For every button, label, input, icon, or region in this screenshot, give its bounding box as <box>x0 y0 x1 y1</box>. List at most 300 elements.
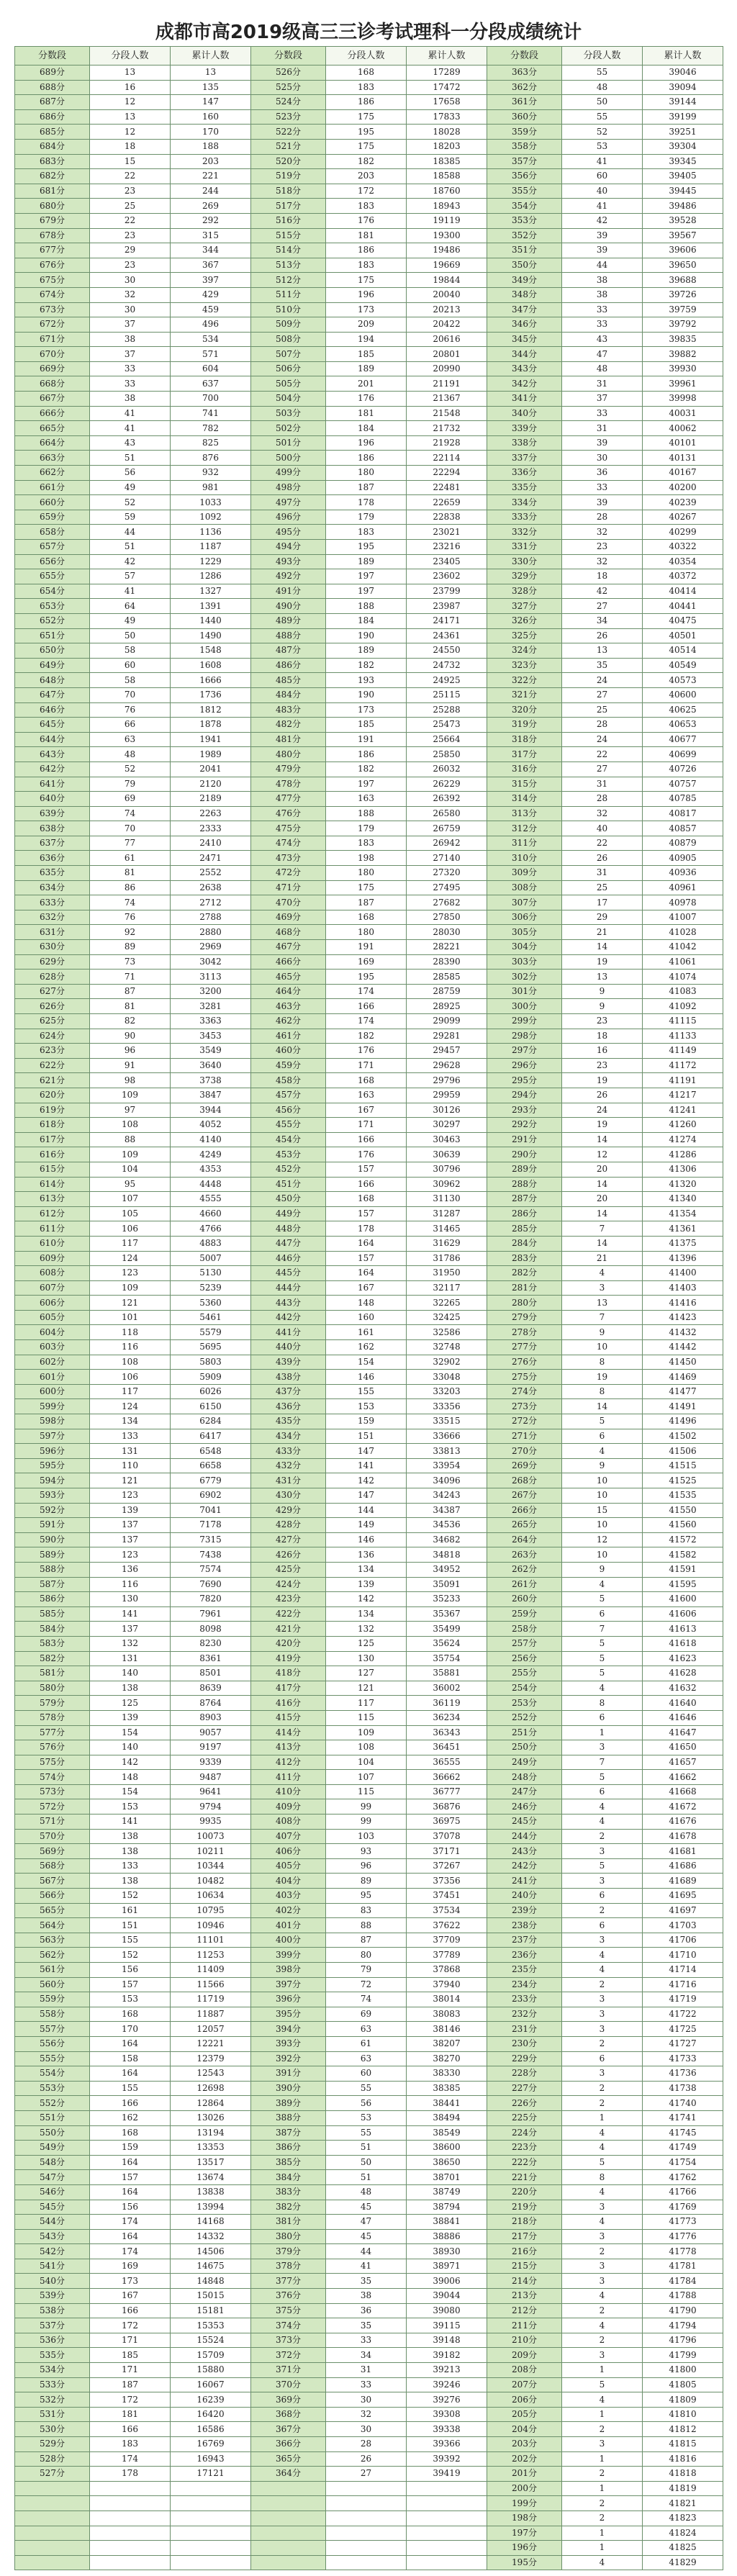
score-cell: 611分 <box>15 1221 90 1237</box>
table-row <box>15 287 723 302</box>
score-cell: 396分 <box>251 1992 326 2007</box>
cumulative-cell: 33515 <box>407 1414 487 1429</box>
count-cell: 8 <box>562 1355 643 1370</box>
count-cell: 3 <box>562 1992 643 2007</box>
count-cell: 3 <box>562 1740 643 1755</box>
count-cell: 153 <box>90 1992 171 2007</box>
score-cell: 353分 <box>487 213 562 228</box>
table-row <box>15 1651 723 1666</box>
count-cell: 48 <box>326 2184 407 2200</box>
count-cell: 157 <box>90 2170 171 2185</box>
table-row <box>15 199 723 214</box>
table-row <box>15 1444 723 1459</box>
table-row <box>15 1192 723 1207</box>
score-cell: 653分 <box>15 599 90 614</box>
score-cell: 232分 <box>487 2007 562 2022</box>
score-cell: 394分 <box>251 2022 326 2037</box>
cumulative-cell: 41681 <box>643 1844 723 1859</box>
score-cell: 418分 <box>251 1666 326 1681</box>
score-cell: 403分 <box>251 1889 326 1904</box>
cumulative-cell: 8361 <box>171 1651 251 1666</box>
score-cell: 201分 <box>487 2467 562 2482</box>
score-cell: 257分 <box>487 1636 562 1651</box>
cumulative-cell: 23987 <box>407 599 487 614</box>
table-row <box>15 154 723 169</box>
score-cell: 460分 <box>251 1044 326 1059</box>
count-cell: 50 <box>326 2155 407 2170</box>
count-cell: 152 <box>90 1889 171 1904</box>
count-cell: 159 <box>326 1414 407 1429</box>
header-score: 分数段 <box>251 47 326 65</box>
score-cell: 259分 <box>487 1606 562 1622</box>
count-cell: 197 <box>326 584 407 599</box>
cumulative-cell: 11101 <box>171 1933 251 1948</box>
count-cell: 20 <box>562 1192 643 1207</box>
count-cell: 99 <box>326 1799 407 1815</box>
count-cell: 5 <box>562 1414 643 1429</box>
score-cell: 679分 <box>15 213 90 228</box>
cumulative-cell: 18028 <box>407 125 487 140</box>
cumulative-cell: 40131 <box>643 451 723 466</box>
count-cell: 82 <box>90 1014 171 1029</box>
score-cell: 365分 <box>251 2451 326 2467</box>
cumulative-cell: 28925 <box>407 999 487 1014</box>
score-cell: 385分 <box>251 2155 326 2170</box>
count-cell: 95 <box>90 1177 171 1192</box>
cumulative-cell: 31465 <box>407 1221 487 1237</box>
table-row <box>15 954 723 970</box>
cumulative-cell: 33048 <box>407 1370 487 1385</box>
count-cell <box>90 2555 171 2570</box>
cumulative-cell: 40167 <box>643 466 723 481</box>
table-row <box>15 1266 723 1281</box>
table-row <box>15 1280 723 1296</box>
count-cell: 9 <box>562 1325 643 1340</box>
count-cell: 22 <box>90 169 171 184</box>
count-cell: 70 <box>90 821 171 836</box>
count-cell: 33 <box>562 406 643 421</box>
count-cell: 123 <box>90 1547 171 1563</box>
cumulative-cell: 39304 <box>643 139 723 154</box>
score-cell: 399分 <box>251 1948 326 1963</box>
score-cell: 402分 <box>251 1903 326 1918</box>
score-cell: 342分 <box>487 376 562 392</box>
score-cell: 634分 <box>15 880 90 895</box>
score-cell: 199分 <box>487 2496 562 2511</box>
table-row <box>15 687 723 702</box>
cumulative-cell: 25664 <box>407 732 487 747</box>
score-cell: 514分 <box>251 243 326 258</box>
cumulative-cell: 7178 <box>171 1518 251 1533</box>
score-cell: 243分 <box>487 1844 562 1859</box>
score-cell: 442分 <box>251 1310 326 1325</box>
score-cell: 481分 <box>251 732 326 747</box>
score-cell: 476分 <box>251 806 326 821</box>
score-cell: 411分 <box>251 1770 326 1785</box>
score-cell: 586分 <box>15 1592 90 1607</box>
count-cell: 79 <box>326 1963 407 1978</box>
cumulative-cell: 41823 <box>643 2511 723 2526</box>
cumulative-cell: 2263 <box>171 806 251 821</box>
score-cell: 487分 <box>251 643 326 659</box>
cumulative-cell: 41375 <box>643 1236 723 1251</box>
count-cell: 96 <box>326 1858 407 1874</box>
score-cell: 223分 <box>487 2141 562 2156</box>
count-cell: 12 <box>90 125 171 140</box>
score-cell: 553分 <box>15 2081 90 2096</box>
score-cell: 233分 <box>487 1992 562 2007</box>
cumulative-cell: 2552 <box>171 866 251 881</box>
score-cell: 578分 <box>15 1710 90 1725</box>
cumulative-cell: 18588 <box>407 169 487 184</box>
count-cell: 4 <box>562 1266 643 1281</box>
cumulative-cell: 41083 <box>643 984 723 999</box>
cumulative-cell: 36234 <box>407 1710 487 1725</box>
cumulative-cell: 13838 <box>171 2184 251 2200</box>
score-cell: 447分 <box>251 1236 326 1251</box>
cumulative-cell: 29457 <box>407 1044 487 1059</box>
table-row <box>15 1458 723 1473</box>
score-cell: 426分 <box>251 1547 326 1563</box>
cumulative-cell: 41241 <box>643 1103 723 1118</box>
cumulative-cell: 41535 <box>643 1488 723 1504</box>
score-cell: 390分 <box>251 2081 326 2096</box>
count-cell: 185 <box>326 347 407 362</box>
cumulative-cell: 31287 <box>407 1206 487 1221</box>
cumulative-cell: 28759 <box>407 984 487 999</box>
count-cell: 76 <box>90 910 171 925</box>
score-cell: 635分 <box>15 866 90 881</box>
cumulative-cell: 23799 <box>407 584 487 599</box>
score-cell: 264分 <box>487 1532 562 1547</box>
score-cell: 667分 <box>15 392 90 407</box>
cumulative-cell: 41736 <box>643 2066 723 2082</box>
score-cell: 345分 <box>487 332 562 347</box>
cumulative-cell: 1941 <box>171 732 251 747</box>
score-cell: 575分 <box>15 1755 90 1770</box>
cumulative-cell: 26392 <box>407 792 487 807</box>
count-cell: 161 <box>326 1325 407 1340</box>
count-cell: 132 <box>326 1622 407 1637</box>
score-cell: 253分 <box>487 1696 562 1711</box>
cumulative-cell: 5803 <box>171 1355 251 1370</box>
score-cell: 265分 <box>487 1518 562 1533</box>
count-cell: 187 <box>326 895 407 910</box>
score-cell: 398分 <box>251 1963 326 1978</box>
cumulative-cell: 21732 <box>407 421 487 436</box>
cumulative-cell <box>407 2481 487 2496</box>
table-row <box>15 1815 723 1830</box>
table-row <box>15 451 723 466</box>
cumulative-cell: 39080 <box>407 2303 487 2318</box>
count-cell: 5 <box>562 1666 643 1681</box>
count-cell: 1 <box>562 2110 643 2125</box>
cumulative-cell: 6284 <box>171 1414 251 1429</box>
count-cell: 133 <box>90 1858 171 1874</box>
score-cell: 576分 <box>15 1740 90 1755</box>
cumulative-cell: 41600 <box>643 1592 723 1607</box>
count-cell: 105 <box>90 1206 171 1221</box>
cumulative-cell: 40414 <box>643 584 723 599</box>
score-cell: 208分 <box>487 2363 562 2378</box>
cumulative-cell: 39650 <box>643 258 723 273</box>
table-row <box>15 1948 723 1963</box>
score-cell: 597分 <box>15 1429 90 1444</box>
cumulative-cell: 1187 <box>171 540 251 555</box>
table-row <box>15 2377 723 2392</box>
cumulative-cell: 18385 <box>407 154 487 169</box>
table-row <box>15 2392 723 2408</box>
cumulative-cell: 8903 <box>171 1710 251 1725</box>
score-cell: 670分 <box>15 347 90 362</box>
count-cell <box>326 2481 407 2496</box>
score-cell: 628分 <box>15 970 90 985</box>
cumulative-cell: 36119 <box>407 1696 487 1711</box>
count-cell: 27 <box>562 599 643 614</box>
count-cell: 4 <box>562 1799 643 1815</box>
count-cell: 1 <box>562 2451 643 2467</box>
count-cell: 4 <box>562 1577 643 1592</box>
table-row <box>15 1592 723 1607</box>
table-row <box>15 1044 723 1059</box>
cumulative-cell: 4448 <box>171 1177 251 1192</box>
count-cell: 183 <box>326 836 407 851</box>
cumulative-cell: 2712 <box>171 895 251 910</box>
cumulative-cell: 41469 <box>643 1370 723 1385</box>
score-cell: 509分 <box>251 317 326 333</box>
count-cell: 33 <box>326 2333 407 2348</box>
score-cell: 198分 <box>487 2511 562 2526</box>
count-cell: 89 <box>326 1874 407 1889</box>
count-cell: 176 <box>326 1147 407 1162</box>
score-cell: 639分 <box>15 806 90 821</box>
cumulative-cell: 41776 <box>643 2229 723 2244</box>
count-cell: 30 <box>562 451 643 466</box>
cumulative-cell: 1608 <box>171 658 251 673</box>
cumulative-cell: 39213 <box>407 2363 487 2378</box>
cumulative-cell: 36002 <box>407 1681 487 1696</box>
score-cell: 267分 <box>487 1488 562 1504</box>
score-cell: 263分 <box>487 1547 562 1563</box>
table-row <box>15 2066 723 2082</box>
score-cell: 678分 <box>15 228 90 243</box>
score-cell: 348分 <box>487 287 562 302</box>
count-cell: 196 <box>326 287 407 302</box>
score-cell: 665分 <box>15 421 90 436</box>
cumulative-cell: 41092 <box>643 999 723 1014</box>
count-cell: 163 <box>326 1088 407 1103</box>
table-row <box>15 747 723 762</box>
count-cell: 3 <box>562 2348 643 2363</box>
cumulative-cell <box>171 2541 251 2556</box>
count-cell: 45 <box>326 2200 407 2215</box>
score-cell: 641分 <box>15 777 90 792</box>
cumulative-cell: 41662 <box>643 1770 723 1785</box>
count-cell: 136 <box>326 1547 407 1563</box>
score-cell: 445分 <box>251 1266 326 1281</box>
count-cell: 41 <box>90 584 171 599</box>
count-cell: 34 <box>326 2348 407 2363</box>
count-cell: 10 <box>562 1518 643 1533</box>
score-cell: 682分 <box>15 169 90 184</box>
cumulative-cell: 38014 <box>407 1992 487 2007</box>
score-cell: 260分 <box>487 1592 562 1607</box>
count-cell: 33 <box>90 361 171 376</box>
score-cell: 659分 <box>15 510 90 525</box>
cumulative-cell: 41657 <box>643 1755 723 1770</box>
score-cell: 541分 <box>15 2259 90 2274</box>
count-cell: 130 <box>326 1651 407 1666</box>
count-cell: 10 <box>562 1340 643 1355</box>
count-cell: 87 <box>90 984 171 999</box>
cumulative-cell: 41824 <box>643 2526 723 2541</box>
score-cell: 221分 <box>487 2170 562 2185</box>
count-cell: 152 <box>90 1948 171 1963</box>
cumulative-cell: 39419 <box>407 2467 487 2482</box>
count-cell: 2 <box>562 2496 643 2511</box>
cumulative-cell <box>171 2481 251 2496</box>
cumulative-cell: 19300 <box>407 228 487 243</box>
cumulative-cell: 269 <box>171 199 251 214</box>
score-cell: 486分 <box>251 658 326 673</box>
cumulative-cell: 40267 <box>643 510 723 525</box>
count-cell: 1 <box>562 2481 643 2496</box>
cumulative-cell: 39148 <box>407 2333 487 2348</box>
count-cell: 32 <box>562 554 643 569</box>
cumulative-cell <box>171 2511 251 2526</box>
cumulative-cell: 41515 <box>643 1458 723 1473</box>
count-cell: 9 <box>562 999 643 1014</box>
table-row <box>15 1903 723 1918</box>
cumulative-cell: 10344 <box>171 1858 251 1874</box>
count-cell: 183 <box>90 2437 171 2452</box>
count-cell: 15 <box>562 1503 643 1518</box>
score-cell <box>251 2481 326 2496</box>
score-cell: 266分 <box>487 1503 562 1518</box>
count-cell: 33 <box>90 376 171 392</box>
table-row <box>15 1977 723 1992</box>
score-cell: 671分 <box>15 332 90 347</box>
score-cell: 640分 <box>15 792 90 807</box>
score-cell: 565分 <box>15 1903 90 1918</box>
cumulative-cell <box>171 2496 251 2511</box>
score-cell: 681分 <box>15 184 90 199</box>
score-cell: 363分 <box>487 65 562 81</box>
score-cell: 542分 <box>15 2244 90 2259</box>
score-cell: 493分 <box>251 554 326 569</box>
count-cell: 109 <box>90 1088 171 1103</box>
count-cell: 164 <box>90 2066 171 2082</box>
score-cell: 286分 <box>487 1206 562 1221</box>
cumulative-cell: 41703 <box>643 1918 723 1933</box>
table-row <box>15 2125 723 2141</box>
score-cell: 401分 <box>251 1918 326 1933</box>
table-row <box>15 925 723 940</box>
table-row <box>15 1221 723 1237</box>
score-cell: 300分 <box>487 999 562 1014</box>
cumulative-cell: 26229 <box>407 777 487 792</box>
score-cell: 277分 <box>487 1340 562 1355</box>
count-cell: 3 <box>562 2229 643 2244</box>
table-row <box>15 1370 723 1385</box>
count-cell: 14 <box>562 1177 643 1192</box>
score-cell: 350分 <box>487 258 562 273</box>
count-cell: 164 <box>326 1266 407 1281</box>
score-cell: 210分 <box>487 2333 562 2348</box>
count-cell: 175 <box>326 273 407 288</box>
count-cell: 43 <box>562 332 643 347</box>
score-cell: 482分 <box>251 718 326 733</box>
count-cell: 107 <box>90 1192 171 1207</box>
score-cell: 451分 <box>251 1177 326 1192</box>
score-cell: 373分 <box>251 2333 326 2348</box>
count-cell: 26 <box>562 1088 643 1103</box>
count-cell: 42 <box>562 584 643 599</box>
score-cell: 452分 <box>251 1162 326 1177</box>
score-cell: 508分 <box>251 332 326 347</box>
table-row <box>15 243 723 258</box>
table-row <box>15 1177 723 1192</box>
count-cell: 180 <box>326 866 407 881</box>
count-cell: 31 <box>562 421 643 436</box>
score-cell: 314分 <box>487 792 562 807</box>
count-cell: 66 <box>90 718 171 733</box>
count-cell: 167 <box>90 2289 171 2304</box>
cumulative-cell <box>171 2555 251 2570</box>
count-cell: 77 <box>90 836 171 851</box>
score-cell: 213分 <box>487 2289 562 2304</box>
score-cell: 478分 <box>251 777 326 792</box>
score-cell: 548分 <box>15 2155 90 2170</box>
cumulative-cell: 4883 <box>171 1236 251 1251</box>
score-cell: 283分 <box>487 1251 562 1266</box>
count-cell: 23 <box>562 540 643 555</box>
cumulative-cell: 40600 <box>643 687 723 702</box>
cumulative-cell: 41286 <box>643 1147 723 1162</box>
score-cell: 361分 <box>487 95 562 110</box>
score-cell: 294分 <box>487 1088 562 1103</box>
table-row <box>15 613 723 628</box>
header-score: 分数段 <box>15 47 90 65</box>
count-cell: 60 <box>326 2066 407 2082</box>
count-cell: 48 <box>90 747 171 762</box>
count-cell: 4 <box>562 2125 643 2141</box>
count-cell <box>90 2496 171 2511</box>
count-cell: 172 <box>90 2392 171 2408</box>
score-cell: 349分 <box>487 273 562 288</box>
score-cell: 291分 <box>487 1132 562 1147</box>
cumulative-cell: 39366 <box>407 2437 487 2452</box>
count-cell: 41 <box>562 154 643 169</box>
count-cell: 173 <box>326 702 407 718</box>
count-cell: 186 <box>326 95 407 110</box>
score-cell: 329分 <box>487 569 562 584</box>
count-cell: 22 <box>562 747 643 762</box>
score-cell: 464分 <box>251 984 326 999</box>
score-cell: 302分 <box>487 970 562 985</box>
score-cell: 327分 <box>487 599 562 614</box>
score-cell: 450分 <box>251 1192 326 1207</box>
cumulative-cell: 39345 <box>643 154 723 169</box>
cumulative-cell: 367 <box>171 258 251 273</box>
table-row <box>15 1933 723 1948</box>
table-row <box>15 1992 723 2007</box>
count-cell: 10 <box>562 1488 643 1504</box>
score-cell: 387分 <box>251 2125 326 2141</box>
score-cell: 652分 <box>15 613 90 628</box>
score-cell: 313分 <box>487 806 562 821</box>
score-cell: 227分 <box>487 2081 562 2096</box>
